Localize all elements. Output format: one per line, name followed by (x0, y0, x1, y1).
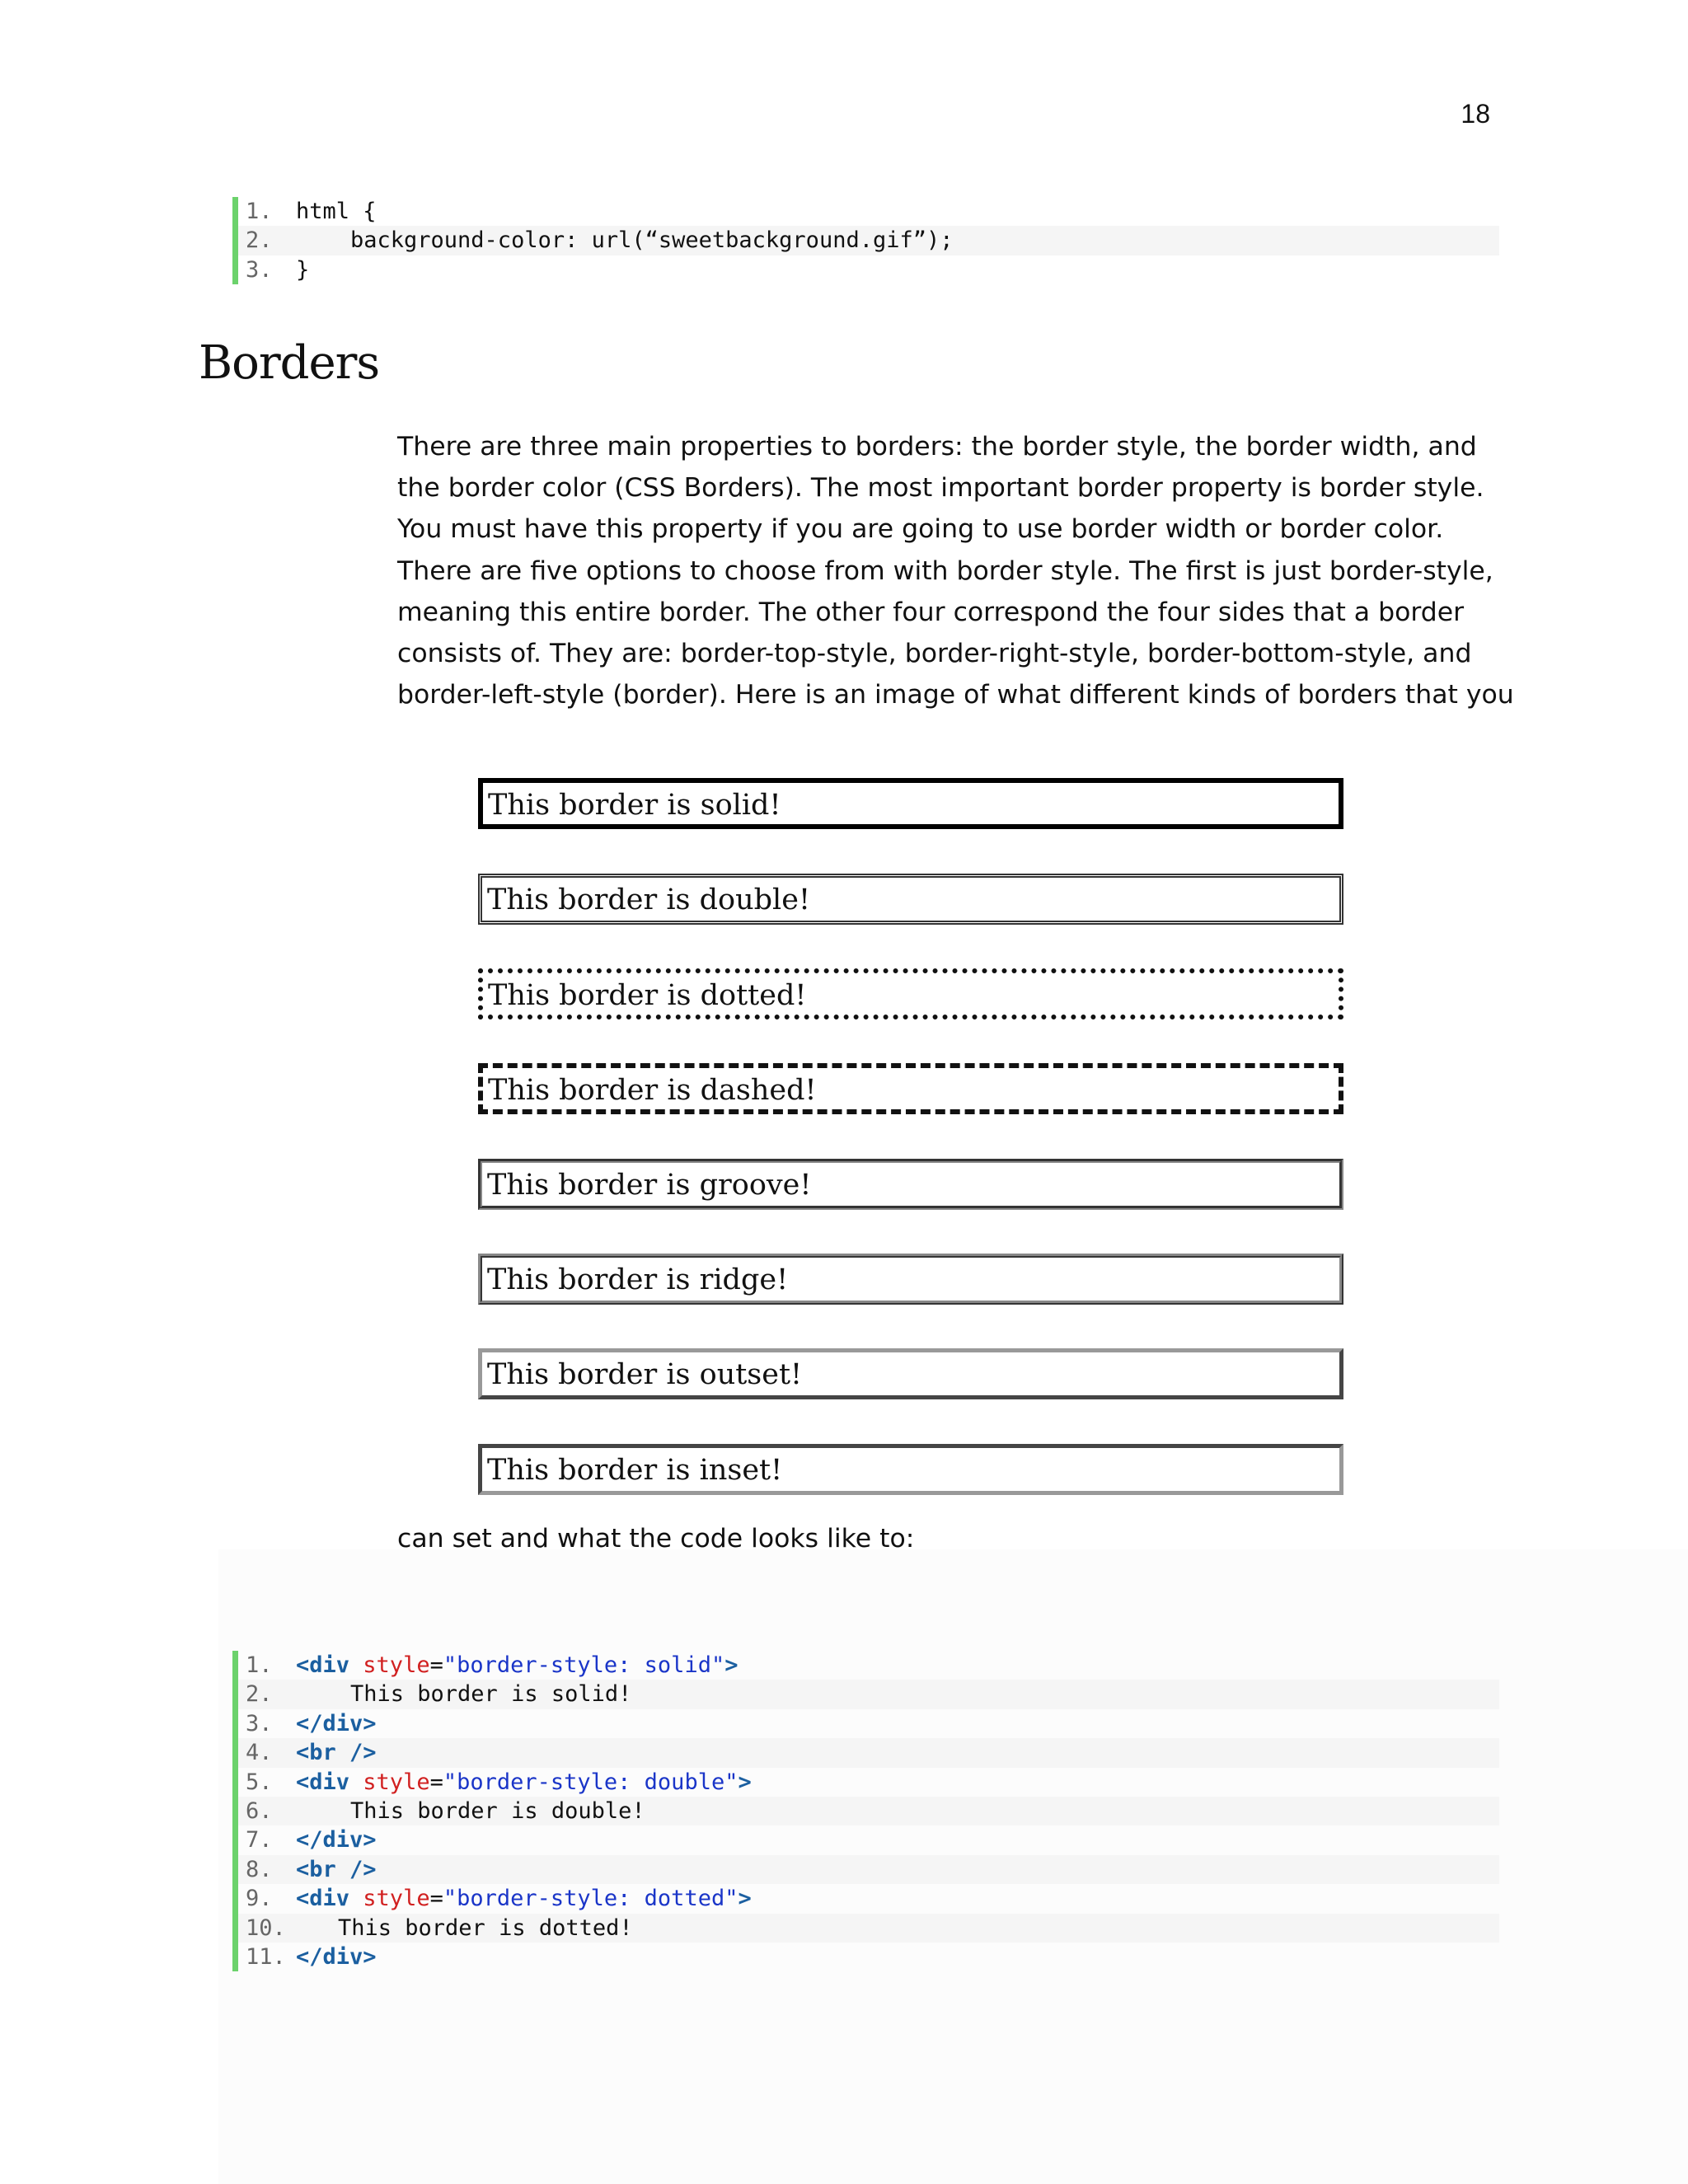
code-eq: = (429, 1652, 443, 1678)
line-number: 9. (246, 1886, 273, 1912)
paragraph-line: There are three main properties to borders: the border style, the border width, and (397, 432, 1477, 462)
paragraph-line: consists of. They are: border-top-style, border-right-style, border-bottom-style, and (397, 639, 1472, 669)
line-number: 7. (246, 1827, 273, 1854)
code-text: This border is dotted! (338, 1915, 633, 1941)
page-number: 18 (1461, 99, 1490, 129)
line-number: 1. (246, 1652, 273, 1678)
code-tag: </div> (296, 1827, 377, 1854)
line-number: 2. (246, 227, 273, 254)
code-text: } (296, 256, 310, 283)
border-example-ridge: This border is ridge! (478, 1254, 1343, 1305)
code-attr: style (363, 1886, 430, 1912)
line-number: 2. (246, 1681, 273, 1708)
paragraph-line: can set and what the code looks like to: (397, 1524, 915, 1554)
border-example-groove: This border is groove! (478, 1159, 1343, 1210)
line-number: 3. (246, 1710, 273, 1736)
code-string: "border-style: solid" (443, 1652, 725, 1678)
code-string: "border-style: double" (443, 1769, 738, 1795)
section-heading: Borders (199, 336, 380, 390)
line-number: 5. (246, 1769, 273, 1795)
code-text: This border is double! (350, 1797, 645, 1824)
border-example-dotted: This border is dotted! (478, 968, 1343, 1019)
code-tag: <br /> (296, 1740, 377, 1766)
code-attr: style (363, 1769, 430, 1795)
code-eq: = (429, 1769, 443, 1795)
border-example-dashed: This border is dashed! (478, 1063, 1343, 1114)
code-text: This border is solid! (350, 1681, 632, 1708)
border-example-solid: This border is solid! (478, 778, 1343, 829)
line-number: 8. (246, 1856, 273, 1882)
line-number: 3. (246, 256, 273, 283)
code-block-html-background (232, 197, 1499, 284)
code-string: "border-style: dotted" (443, 1886, 738, 1912)
code-line (238, 197, 1499, 226)
code-line (238, 1738, 1499, 1767)
line-number: 1. (246, 199, 273, 224)
code-line (238, 1914, 1499, 1943)
code-tag: > (738, 1886, 752, 1912)
border-example-double: This border is double! (478, 874, 1343, 925)
body-paragraph-continuation (397, 1518, 1502, 1559)
code-tag: </div> (296, 1943, 377, 1970)
code-tag: <br /> (296, 1856, 377, 1882)
code-tag: > (724, 1652, 738, 1678)
paragraph-line: There are five options to choose from with border style. The first is just border-style, (397, 555, 1493, 586)
code-attr: style (363, 1652, 430, 1678)
code-line (238, 1943, 1499, 1971)
code-tag: <div (296, 1886, 350, 1912)
border-example-outset: This border is outset! (478, 1348, 1343, 1399)
code-tag: <div (296, 1769, 350, 1795)
paragraph-line: You must have this property if you are going to use border width or border color. (397, 514, 1444, 545)
code-line (238, 1651, 1499, 1680)
line-number: 4. (246, 1740, 273, 1766)
line-number: 6. (246, 1797, 273, 1824)
code-text: html { (296, 199, 377, 224)
code-tag: <div (296, 1652, 350, 1678)
code-line (238, 1884, 1499, 1913)
code-tag: > (738, 1769, 752, 1795)
code-text: background-color: url(“sweetbackground.gif”); (350, 227, 954, 254)
border-example-inset: This border is inset! (478, 1444, 1343, 1495)
code-line (238, 1680, 1499, 1708)
paragraph-line: meaning this entire border. The other four correspond the four sides that a border (397, 597, 1465, 627)
code-line (238, 255, 1499, 284)
body-paragraph (397, 426, 1514, 715)
code-block-border-styles (232, 1651, 1499, 1971)
paragraph-line: border-left-style (border). Here is an image of what different kinds of borders that you (397, 680, 1514, 710)
line-number: 10. (246, 1915, 286, 1941)
paragraph-line: the border color (CSS Borders). The most important border property is border style. (397, 473, 1484, 504)
code-tag: </div> (296, 1710, 377, 1736)
line-number: 11. (246, 1943, 286, 1970)
code-line (238, 1825, 1499, 1854)
code-line (238, 226, 1499, 255)
code-line (238, 1797, 1499, 1825)
code-line (238, 1855, 1499, 1884)
code-line (238, 1768, 1499, 1797)
code-eq: = (429, 1886, 443, 1912)
code-line (238, 1709, 1499, 1738)
